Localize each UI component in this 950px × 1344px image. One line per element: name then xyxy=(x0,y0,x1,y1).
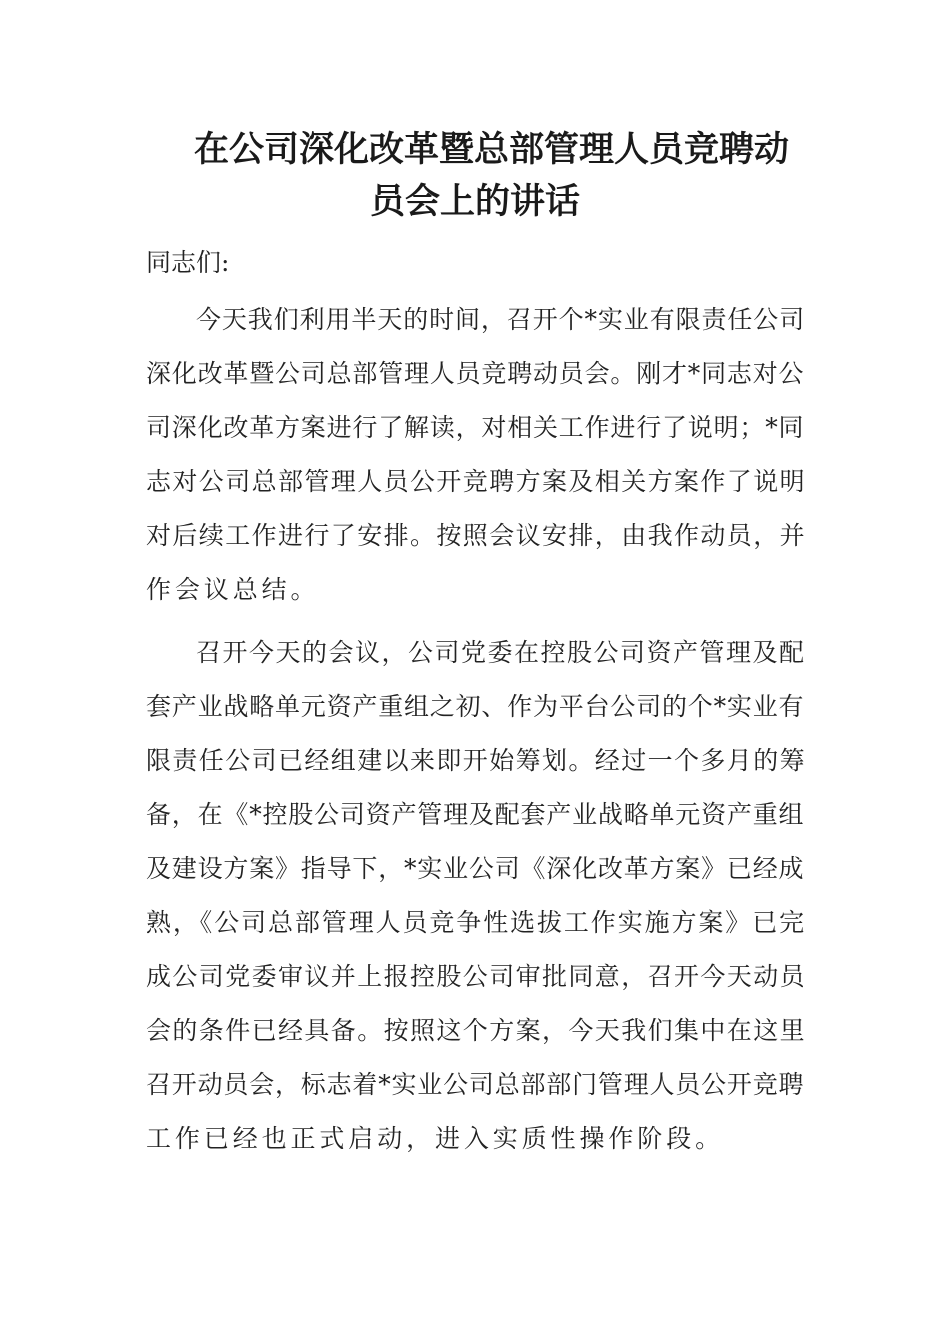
paragraph-line: 工作已经也正式启动，进入实质性操作阶段。 xyxy=(146,1124,725,1153)
title-line-1: 在公司深化改革暨总部管理人员竞聘动 xyxy=(194,129,790,170)
paragraph-1 xyxy=(146,293,806,617)
document-body xyxy=(146,236,806,1175)
document-title xyxy=(146,124,804,228)
paragraph-line: 熟，《公司总部管理人员竞争性选拔工作实施方案》已完 xyxy=(146,908,807,937)
paragraph-line: 备，在《*控股公司资产管理及配套产业战略单元资产重组 xyxy=(146,800,805,829)
paragraph-line: 及建设方案》指导下，*实业公司《深化改革方案》已经成 xyxy=(146,854,805,883)
paragraph-line: 成公司党委审议并上报控股公司审批同意，召开今天动员 xyxy=(146,962,807,991)
paragraph-line: 限责任公司已经组建以来即开始筹划。经过一个多月的筹 xyxy=(146,746,807,775)
paragraph-line: 作会议总结。 xyxy=(146,575,320,604)
paragraph-line: 志对公司总部管理人员公开竞聘方案及相关方案作了说明 xyxy=(146,467,807,496)
salutation: 同志们: xyxy=(146,248,230,277)
paragraph-line: 司深化改革方案进行了解读，对相关工作进行了说明；*同 xyxy=(146,413,805,442)
paragraph-line: 套产业战略单元资产重组之初、作为平台公司的个*实业有 xyxy=(146,692,805,721)
paragraph-2 xyxy=(146,626,806,1166)
paragraph-line: 召开今天的会议，公司党委在控股公司资产管理及配 xyxy=(196,638,806,667)
paragraph-line: 深化改革暨公司总部管理人员竞聘动员会。刚才*同志对公 xyxy=(146,359,805,388)
paragraph-line: 对后续工作进行了安排。按照会议安排，由我作动员，并 xyxy=(146,521,807,550)
paragraph-line: 今天我们利用半天的时间，召开个*实业有限责任公司 xyxy=(196,305,806,334)
paragraph-line: 会的条件已经具备。按照这个方案，今天我们集中在这里 xyxy=(146,1016,807,1045)
title-line-2: 员会上的讲话 xyxy=(370,181,581,222)
paragraph-line: 召开动员会，标志着*实业公司总部部门管理人员公开竞聘 xyxy=(146,1070,805,1099)
